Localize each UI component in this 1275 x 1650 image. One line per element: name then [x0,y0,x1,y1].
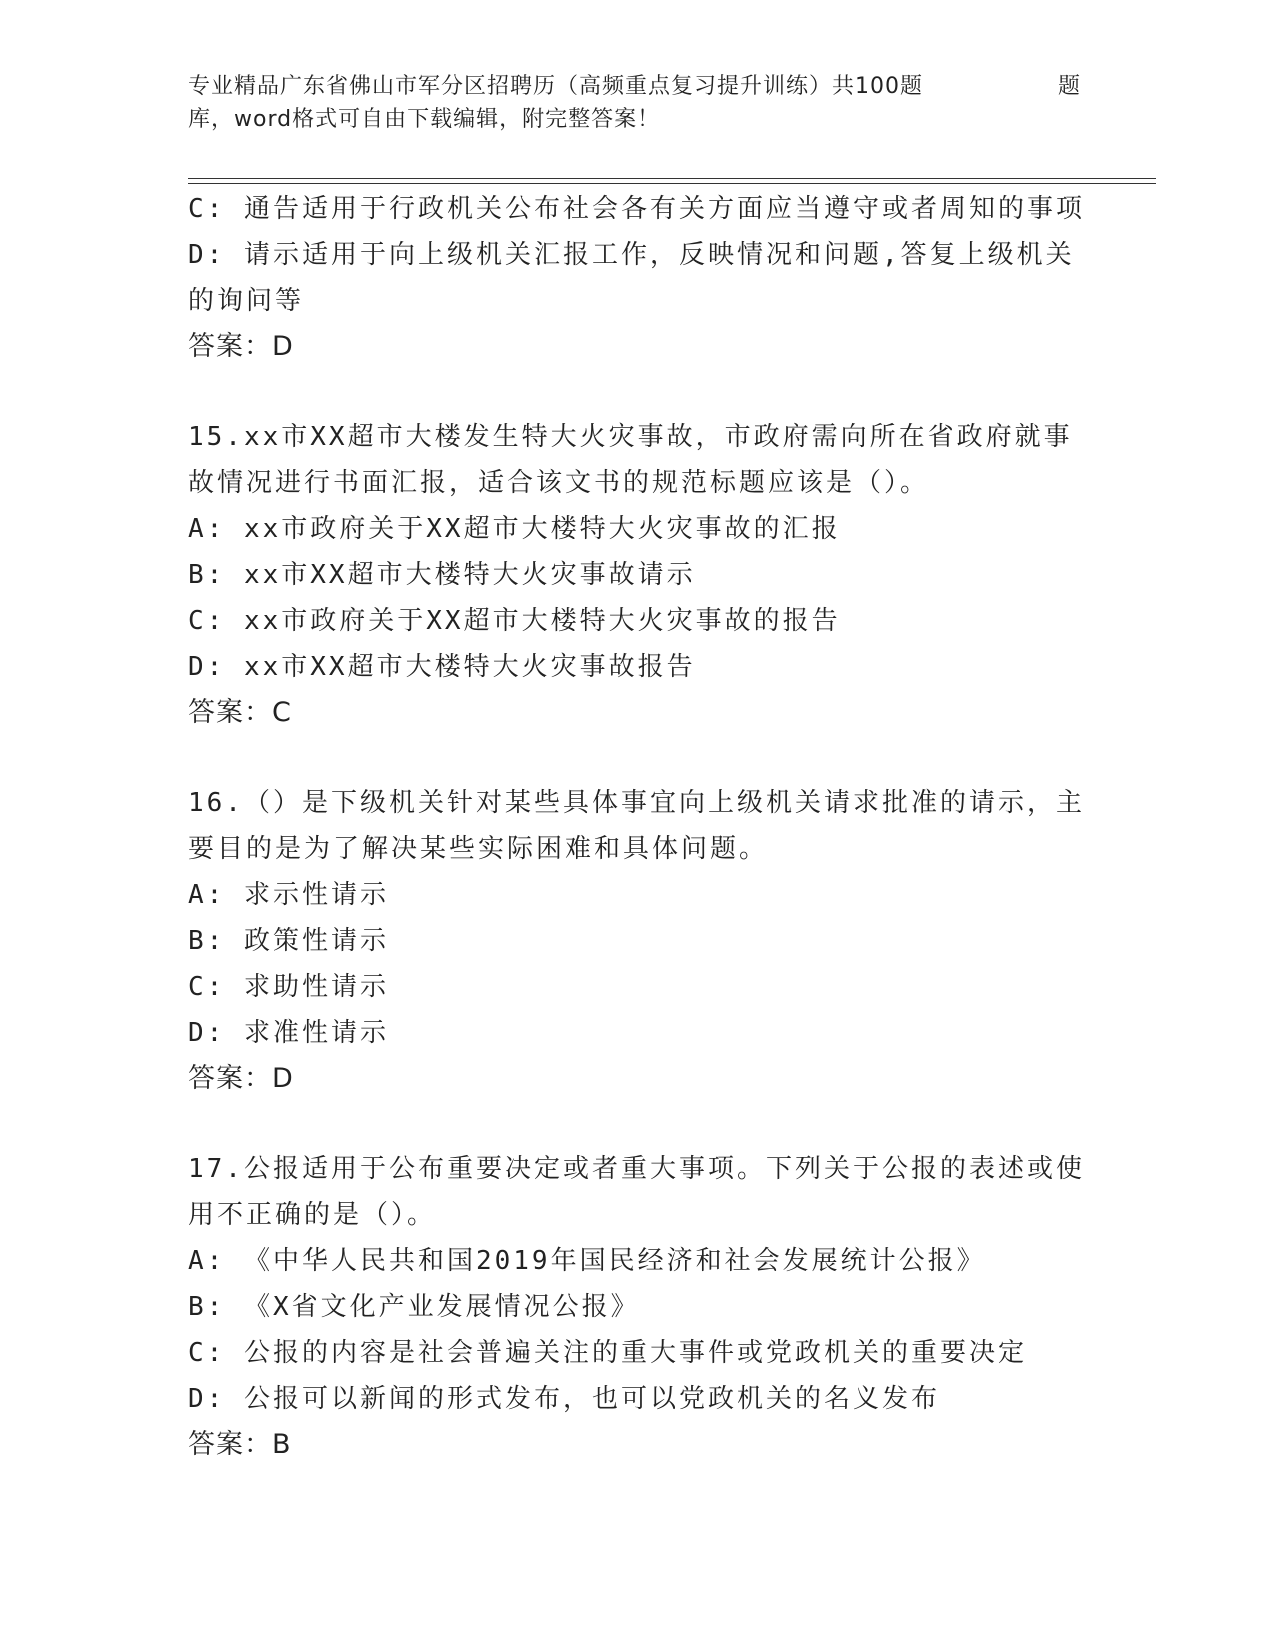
header-line-2: 库，word格式可自由下载编辑，附完整答案！ [188,107,661,132]
question-list [188,186,1088,1468]
q17-option-d: D: 公报可以新闻的形式发布，也可以党政机关的名义发布 [188,1384,940,1414]
spacer [188,736,1088,780]
q17-option-b: B: 《X省文化产业发展情况公报》 [188,1292,640,1322]
q16-answer: 答案：D [188,1063,294,1094]
q16-option-a: A: 求示性请示 [188,880,389,910]
q15-stem-line2: 故情况进行书面汇报，适合该文书的规范标题应该是（）。 [188,468,930,498]
q15-option-d: D: xx市XX超市大楼特大火灾事故报告 [188,652,696,682]
spacer [188,1102,1088,1146]
header-line-1 [188,70,1088,103]
q15-option-c: C: xx市政府关于XX超市大楼特大火灾事故的报告 [188,606,841,636]
q16-option-b: B: 政策性请示 [188,926,389,956]
header-divider-top [188,178,1156,179]
question-15 [188,414,1088,736]
q16-option-c: C: 求助性请示 [188,972,389,1002]
q15-stem-line1: 15.xx市XX超市大楼发生特大火灾事故，市政府需向所在省政府就事 [188,422,1073,452]
question-14-tail [188,186,1088,370]
q16-stem-line1: 16.（）是下级机关针对某些具体事宜向上级机关请求批准的请示，主 [188,788,1085,818]
q14-option-d-line1: D: 请示适用于向上级机关汇报工作，反映情况和问题,答复上级机关 [188,240,1075,270]
q17-stem-line2: 用不正确的是（）。 [188,1200,437,1230]
question-17 [188,1146,1088,1468]
spacer [188,370,1088,414]
header-title-tail: 题 [1058,74,1082,99]
q17-option-c: C: 公报的内容是社会普遍关注的重大事件或党政机关的重要决定 [188,1338,1027,1368]
q14-option-c: C: 通告适用于行政机关公布社会各有关方面应当遵守或者周知的事项 [188,194,1085,224]
q15-option-a: A: xx市政府关于XX超市大楼特大火灾事故的汇报 [188,514,841,544]
header-title: 专业精品广东省佛山市军分区招聘历（高频重点复习提升训练）共100题 [188,74,923,99]
q17-stem-line1: 17.公报适用于公布重要决定或者重大事项。下列关于公报的表述或使 [188,1154,1085,1184]
header-divider-bottom [188,183,1156,184]
q17-option-a: A: 《中华人民共和国2019年国民经济和社会发展统计公报》 [188,1246,986,1276]
question-16 [188,780,1088,1102]
q14-option-d-line2: 的询问等 [188,286,305,316]
q15-option-b: B: xx市XX超市大楼特大火灾事故请示 [188,560,696,590]
document-header [188,70,1088,136]
q15-answer: 答案：C [188,697,292,728]
q17-answer: 答案：B [188,1429,292,1460]
q16-option-d: D: 求准性请示 [188,1018,389,1048]
q14-answer: 答案：D [188,331,294,362]
q16-stem-line2: 要目的是为了解决某些实际困难和具体问题。 [188,834,769,864]
